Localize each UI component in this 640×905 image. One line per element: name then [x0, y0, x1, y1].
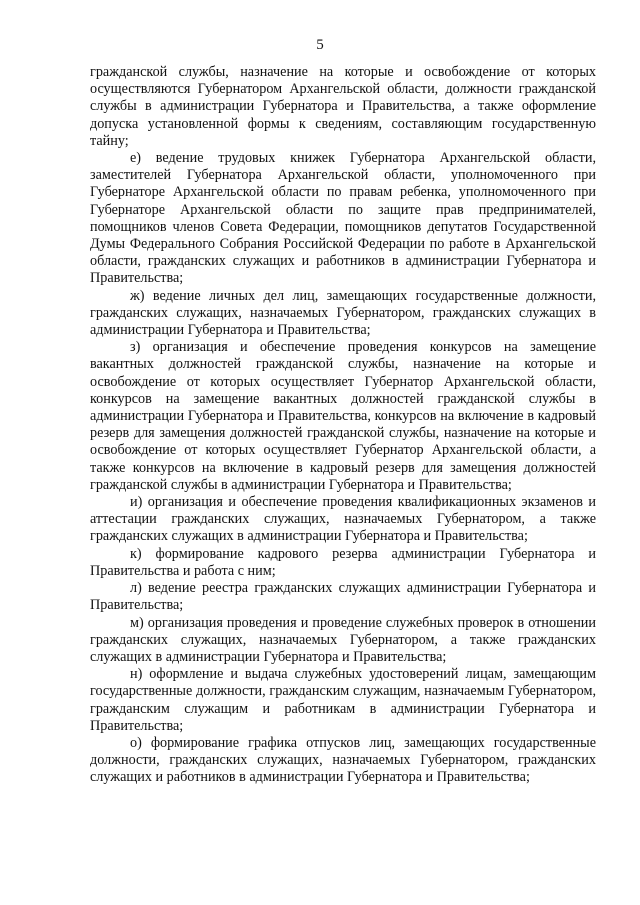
paragraph-item-n: н) оформление и выдача служебных удостоверений лицам, замещающим государственные должности, гражданским служащим, назначаемым Губернатором, гражданским служащим и работникам в администрации Губернатора и Правительства;	[90, 666, 596, 734]
paragraph-item-z: з) организация и обеспечение проведения конкурсов на замещение вакантных должностей гражданской службы, назначение на которые и освобождение от которых осуществляет Губернатор Архангельской области, конкурсов на замещение вакантных должностей гражданской службы в администрации Губернатора и Правительства, конкурсов на включение в кадровый резерв для замещения должностей гражданской службы, назначение на которые и освобождение от которых осуществляет Губернатор Архангельской области, а также конкурсов на включение в кадровый резерв для замещения должностей гражданской службы в администрации Губернатора и Правительства;	[90, 339, 596, 493]
document-body	[90, 64, 596, 787]
paragraph-item-l: л) ведение реестра гражданских служащих администрации Губернатора и Правительства;	[90, 580, 596, 614]
page-number: 5	[316, 37, 324, 53]
paragraph-item-m: м) организация проведения и проведение служебных проверок в отношении гражданских служащих, назначаемых Губернатором, а также гражданских служащих в администрации Губернатора и Правительства;	[90, 614, 596, 665]
paragraph-item-zh: ж) ведение личных дел лиц, замещающих государственные должности, гражданских служащих, назначаемых Губернатором, гражданских служащих в администрации Губернатора и Правительства;	[90, 287, 596, 339]
paragraph-continuation: гражданской службы, назначение на которые и освобождение от которых осуществляются Губернатором Архангельской области, должности гражданской службы в администрации Губернатора и Правительства, а также оформление допуска установленной формы к сведениям, составляющим государственную тайну;	[90, 64, 596, 149]
paragraph-item-e: е) ведение трудовых книжек Губернатора Архангельской области, заместителей Губернатора Архангельской области, уполномоченного при Губернаторе Архангельской области по правам ребенка, уполномоченного при Губернаторе Архангельской области по защите прав предпринимателей, помощников членов Совета Федерации, помощников депутатов Государственной Думы Федерального Собрания Российской Федерации по работе в Архангельской области, гражданских служащих и работников в администрации Губернатора и Правительства;	[90, 150, 596, 287]
paragraph-item-i: и) организация и обеспечение проведения квалификационных экзаменов и аттестации гражданских служащих, назначаемых Губернатором, а также гражданских служащих в администрации Губернатора и Правительства;	[90, 494, 596, 545]
paragraph-item-o: о) формирование графика отпусков лиц, замещающих государственные должности, гражданских служащих, назначаемых Губернатором, гражданских служащих и работников в администрации Губернатора и Правительства;	[90, 734, 596, 786]
paragraph-item-k: к) формирование кадрового резерва администрации Губернатора и Правительства и работа с ним;	[90, 545, 596, 579]
